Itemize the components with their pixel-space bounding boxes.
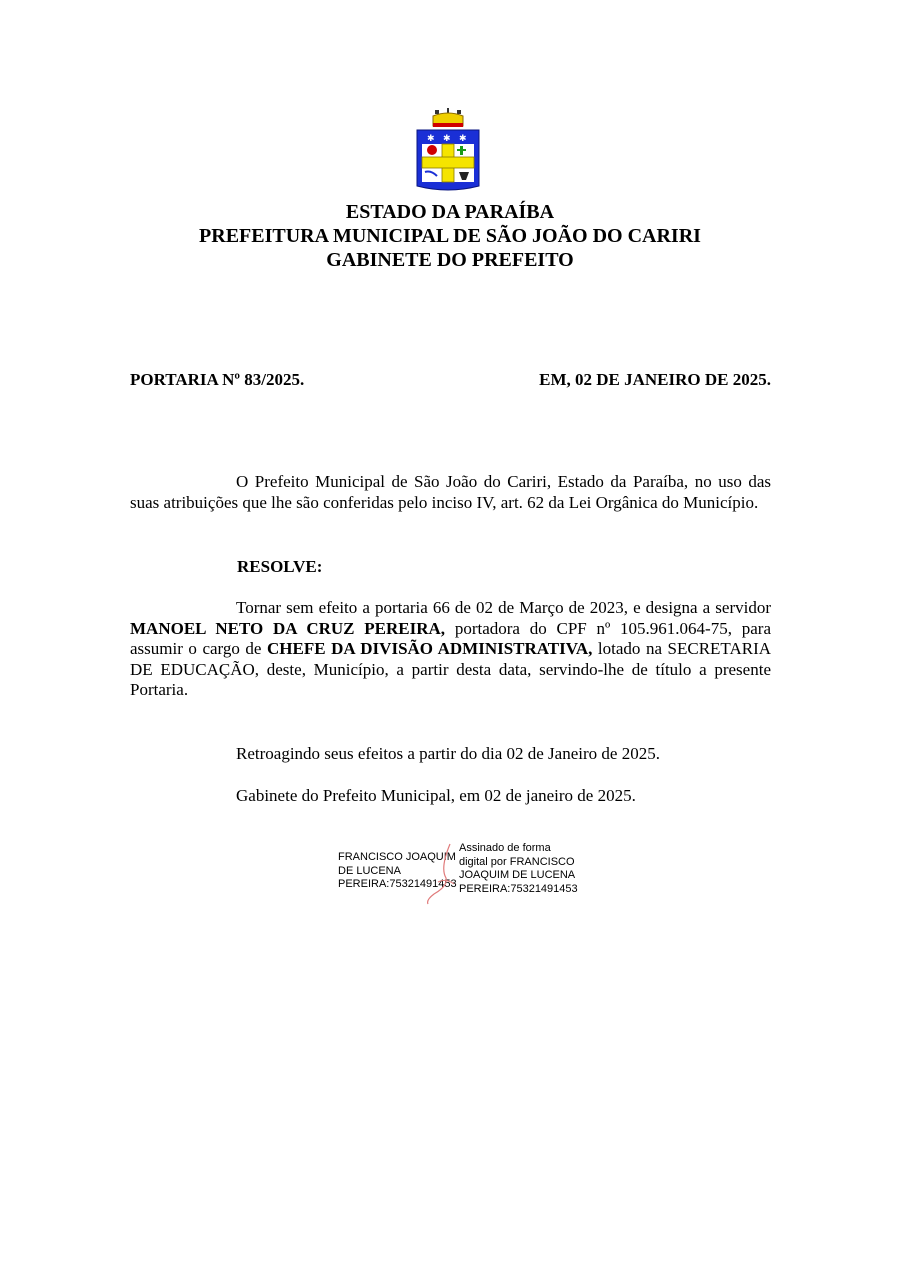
intro-text: O Prefeito Municipal de São João do Cariri, Estado da Paraíba, no uso das suas atribuições que lhe são conferidas pelo inciso IV, art. 62 da Lei Orgânica do Município. (130, 472, 771, 512)
digital-signature (338, 842, 588, 906)
svg-text:✱: ✱ (443, 134, 451, 144)
intro-paragraph (130, 472, 771, 513)
coat-of-arms-icon (413, 108, 483, 194)
decision-text-3: lotado na SECRETARIA DE EDUCAÇÃO, deste, Município, a partir desta data, servindo-lhe de título a presente Portaria. (130, 639, 772, 699)
retroactive-effect: Retroagindo seus efeitos a partir do dia 02 de Janeiro de 2025. (236, 744, 660, 763)
signature-stamp-text: Assinado de forma digital por FRANCISCO JOAQUIM DE LUCENA PEREIRA:75321491453 (459, 842, 578, 895)
closing-statement: Gabinete do Prefeito Municipal, em 02 de janeiro de 2025. (236, 786, 636, 805)
signature-mark-icon (420, 842, 460, 906)
svg-text:✱: ✱ (427, 134, 435, 144)
svg-text:✱: ✱ (459, 134, 467, 144)
header-office: GABINETE DO PREFEITO (326, 249, 574, 271)
decision-text-2: portadora do CPF nº 105.961.064-75, para assumir o cargo de (130, 618, 771, 658)
ordinance-date: EM, 02 DE JANEIRO DE 2025. (539, 370, 771, 389)
position-title: CHEFE DA DIVISÃO ADMINISTRATIVA, (267, 639, 593, 658)
header-state: ESTADO DA PARAÍBA (345, 201, 555, 223)
servant-name: MANOEL NETO DA CRUZ PEREIRA, (130, 618, 446, 638)
signer-name: FRANCISCO JOAQUIM DE LUCENA PEREIRA:75321491453 (338, 851, 457, 890)
resolve-heading: RESOLVE: (237, 557, 323, 576)
header-municipality: PREFEITURA MUNICIPAL DE SÃO JOÃO DO CARIRI (199, 225, 701, 247)
ordinance-number: PORTARIA Nº 83/2025. (130, 370, 305, 389)
decision-paragraph (130, 598, 771, 701)
decision-text-1: Tornar sem efeito a portaria 66 de 02 de Março de 2023, e designa a servidor (236, 598, 771, 617)
